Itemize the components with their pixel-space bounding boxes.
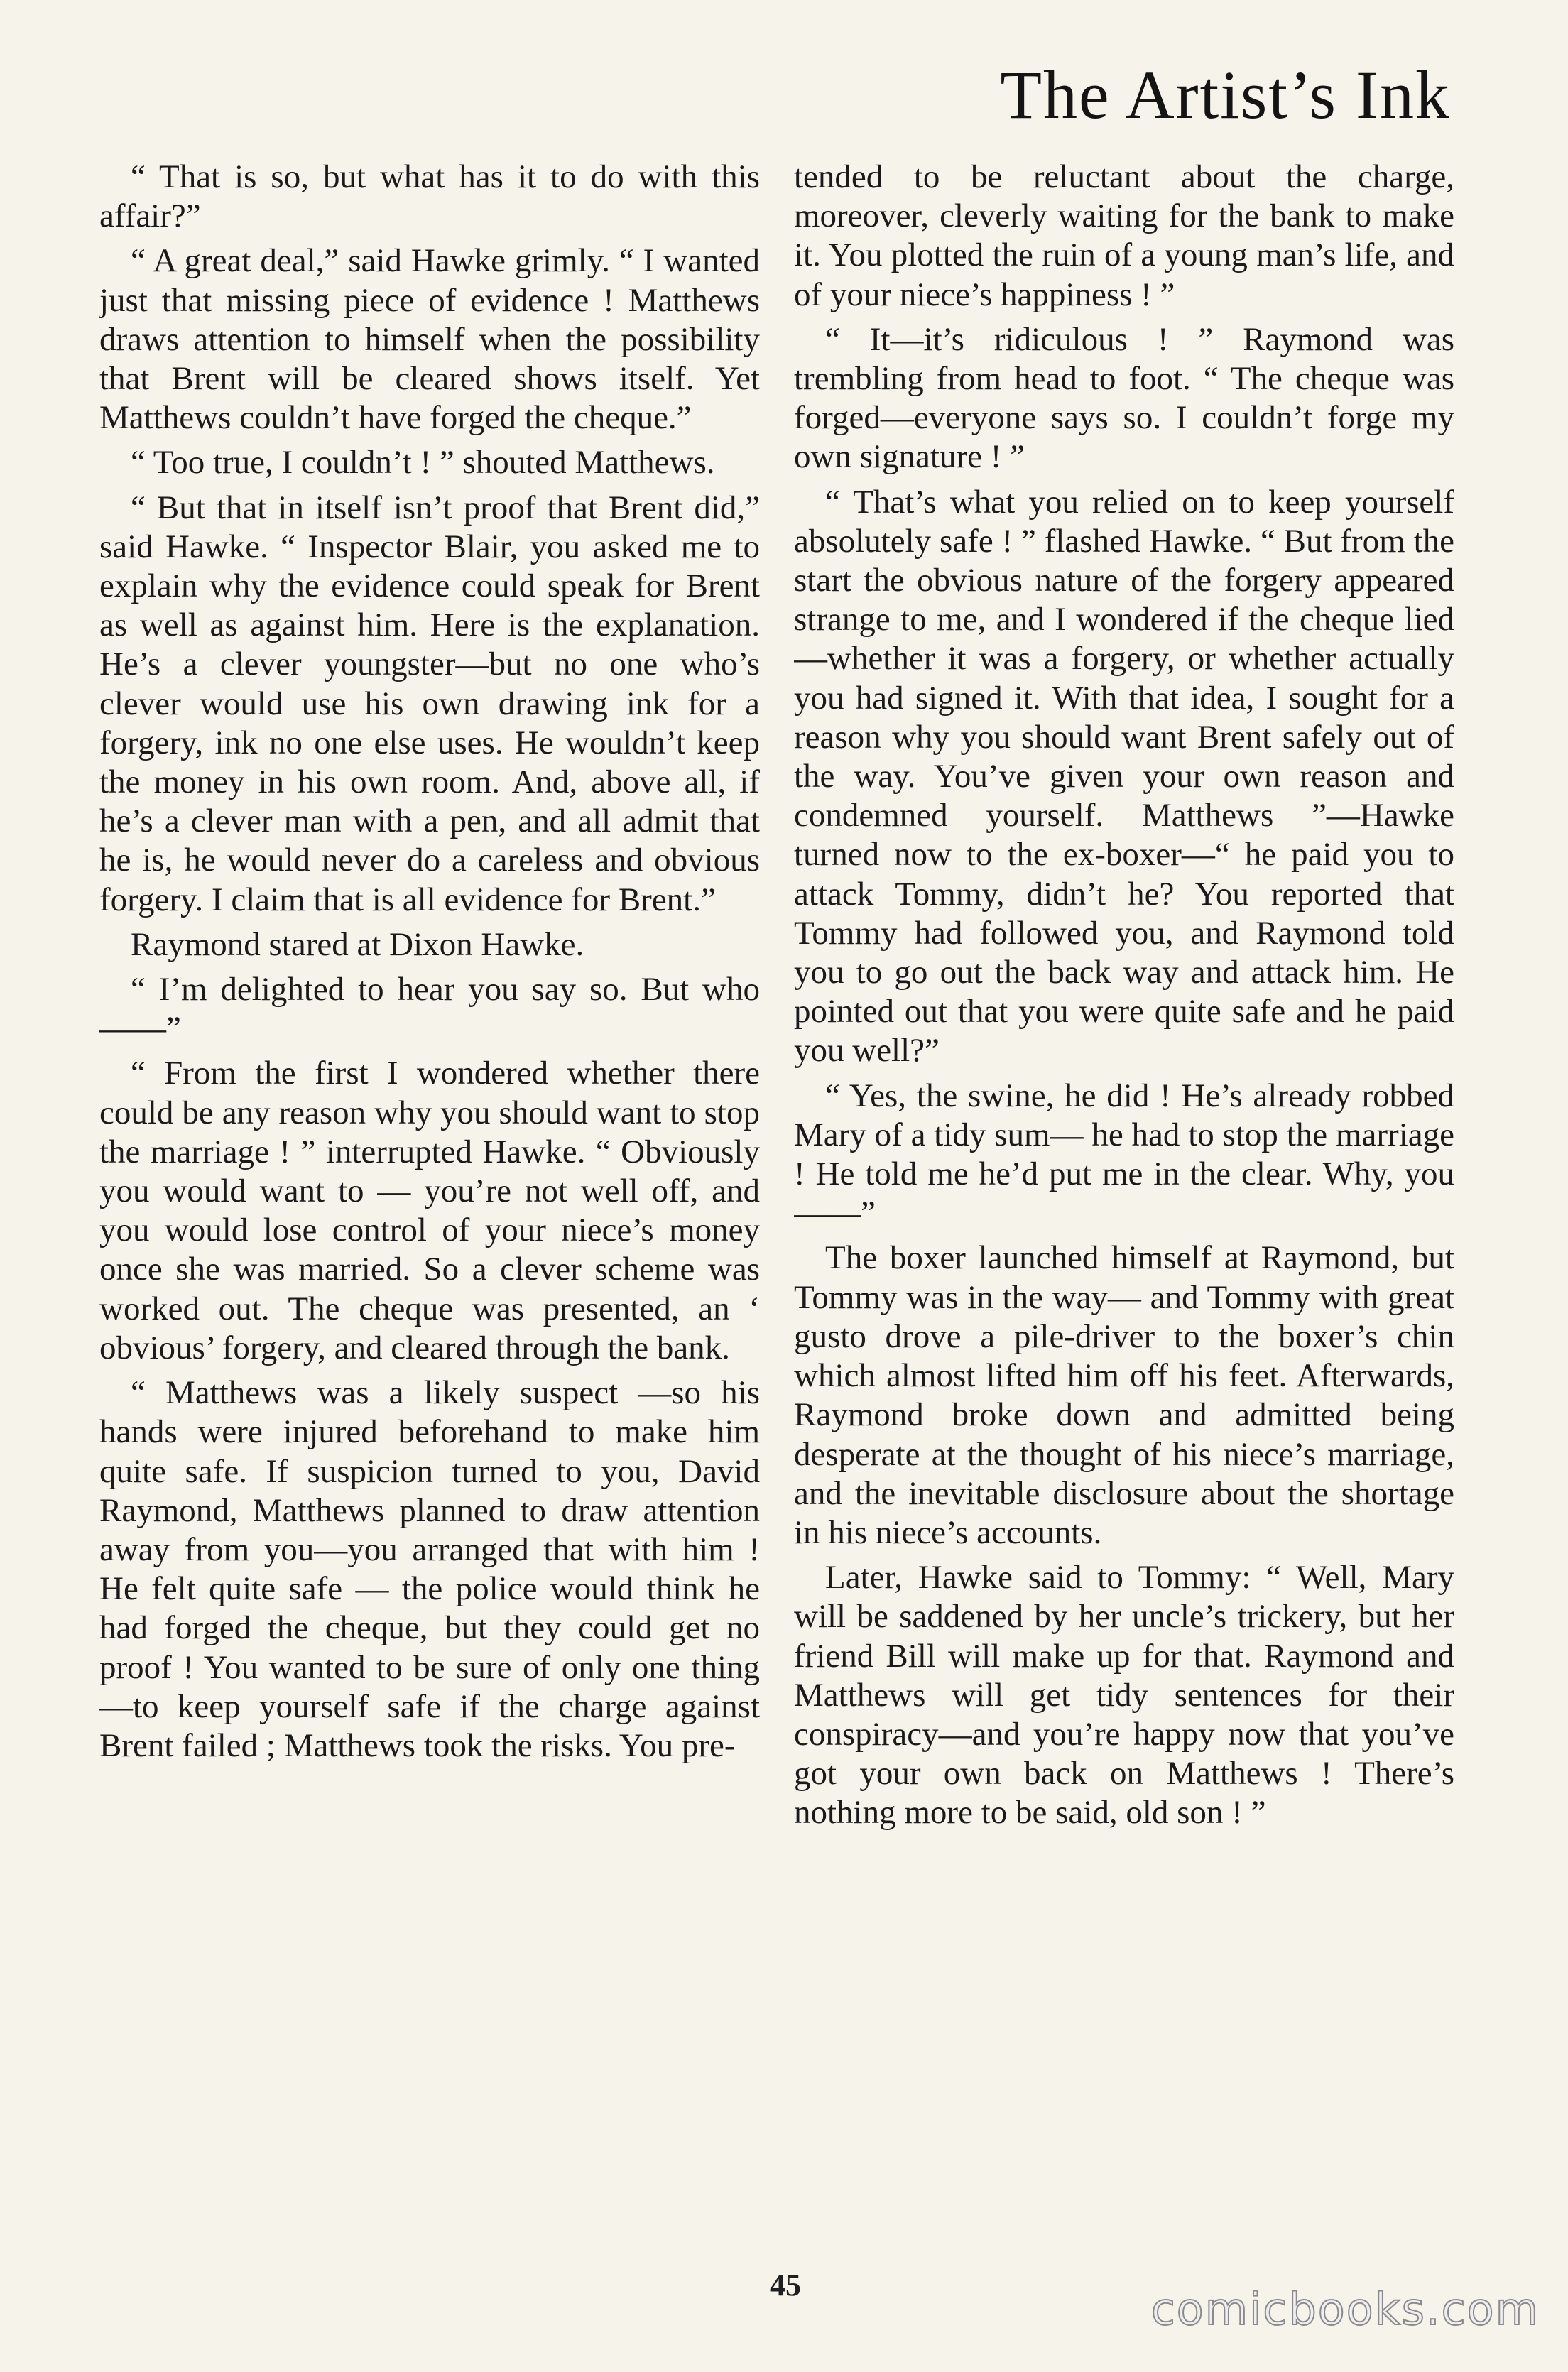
page-number: 45: [770, 2268, 801, 2302]
paragraph: “ Yes, the swine, he did ! He’s already robbed Mary of a tidy sum— he had to stop the marriage ! He told me he’d put me in the clear. Why, you——”: [794, 1077, 1454, 1232]
paragraph: “ That is so, but what has it to do with this affair?”: [99, 158, 760, 235]
text-column-right: [794, 158, 1454, 2263]
paragraph: “ It—it’s ridiculous ! ” Raymond was trembling from head to foot. “ The cheque was forged—everyone says so. I couldn’t forge my own signature ! ”: [794, 320, 1454, 476]
paragraph: “ Matthews was a likely suspect —so his hands were injured beforehand to make him quite safe. If suspicion turned to you, David Raymond, Matthews planned to draw attention away from you—you arranged that with him ! He felt quite safe — the police would think he had forged the cheque, but they could get no proof ! You wanted to be sure of only one thing—to keep yourself safe if the charge against Brent failed ; Matthews took the risks. You pre-: [99, 1374, 760, 1764]
paragraph: “ From the first I wondered whether there could be any reason why you should want to stop the marriage ! ” interrupted Hawke. “ Obviously you would want to — you’re not well off, and you would lose control of your niece’s money once she was married. So a clever scheme was worked out. The cheque was presented, an ‘ obvious’ forgery, and cleared through the bank.: [99, 1055, 760, 1366]
paragraph: The boxer launched himself at Raymond, but Tommy was in the way— and Tommy with great gusto drove a pile-driver to the boxer’s chin which almost lifted him off his feet. Afterwards, Raymond broke down and admitted being desperate at the thought of his niece’s marriage, and the inevitable disclosure about the shortage in his niece’s accounts.: [794, 1239, 1454, 1551]
watermark: comicbooks.com: [1150, 2283, 1540, 2335]
paragraph-continued: tended to be reluctant about the charge, moreover, cleverly waiting for the bank to make it. You plotted the ruin of a young man’s life, and of your niece’s happiness ! ”: [794, 158, 1454, 313]
paragraph: “ I’m delighted to hear you say so. But who——”: [99, 971, 760, 1048]
paragraph: “ A great deal,” said Hawke grimly. “ I wanted just that missing piece of evidence ! Matthews draws attention to himself when the possibility that Brent will be cleared shows itself. Yet Matthews couldn’t have forged the cheque.”: [99, 242, 760, 437]
paragraph: “ That’s what you relied on to keep yourself absolutely safe ! ” flashed Hawke. “ But from the start the obvious nature of the forgery appeared strange to me, and I wondered if the cheque lied—whether it was a forgery, or whether actually you had signed it. With that idea, I sought for a reason why you should want Brent safely out of the way. You’ve given your own reason and condemned yourself. Matthews ”—Hawke turned now to the ex-boxer—“ he paid you to attack Tommy, didn’t he? You reported that Tommy had followed you, and Raymond told you to go out the back way and attack him. He pointed out that you were quite safe and he paid you well?”: [794, 483, 1454, 1070]
page-title: The Artist’s Ink: [1000, 57, 1451, 133]
paragraph: Raymond stared at Dixon Hawke.: [131, 925, 584, 963]
paragraph: “ But that in itself isn’t proof that Brent did,” said Hawke. “ Inspector Blair, you asked me to explain why the evidence could speak for Brent as well as against him. Here is the explanation. He’s a clever youngster—but no one who’s clever would use his own drawing ink for a forgery, ink no one else uses. He wouldn’t keep the money in his own room. And, above all, if he’s a clever man with a pen, and all admit that he is, he would never do a careless and obvious forgery. I claim that is all evidence for Brent.”: [99, 489, 760, 918]
paragraph: Later, Hawke said to Tommy: “ Well, Mary will be saddened by her uncle’s trickery, but her friend Bill will make up for that. Raymond and Matthews will get tidy sentences for their conspiracy—and you’re happy now that you’ve got your own back on Matthews ! There’s nothing more to be said, old son ! ”: [794, 1559, 1454, 1832]
paragraph: “ Too true, I couldn’t ! ” shouted Matthews.: [131, 444, 715, 482]
text-column-left: [99, 158, 760, 2263]
